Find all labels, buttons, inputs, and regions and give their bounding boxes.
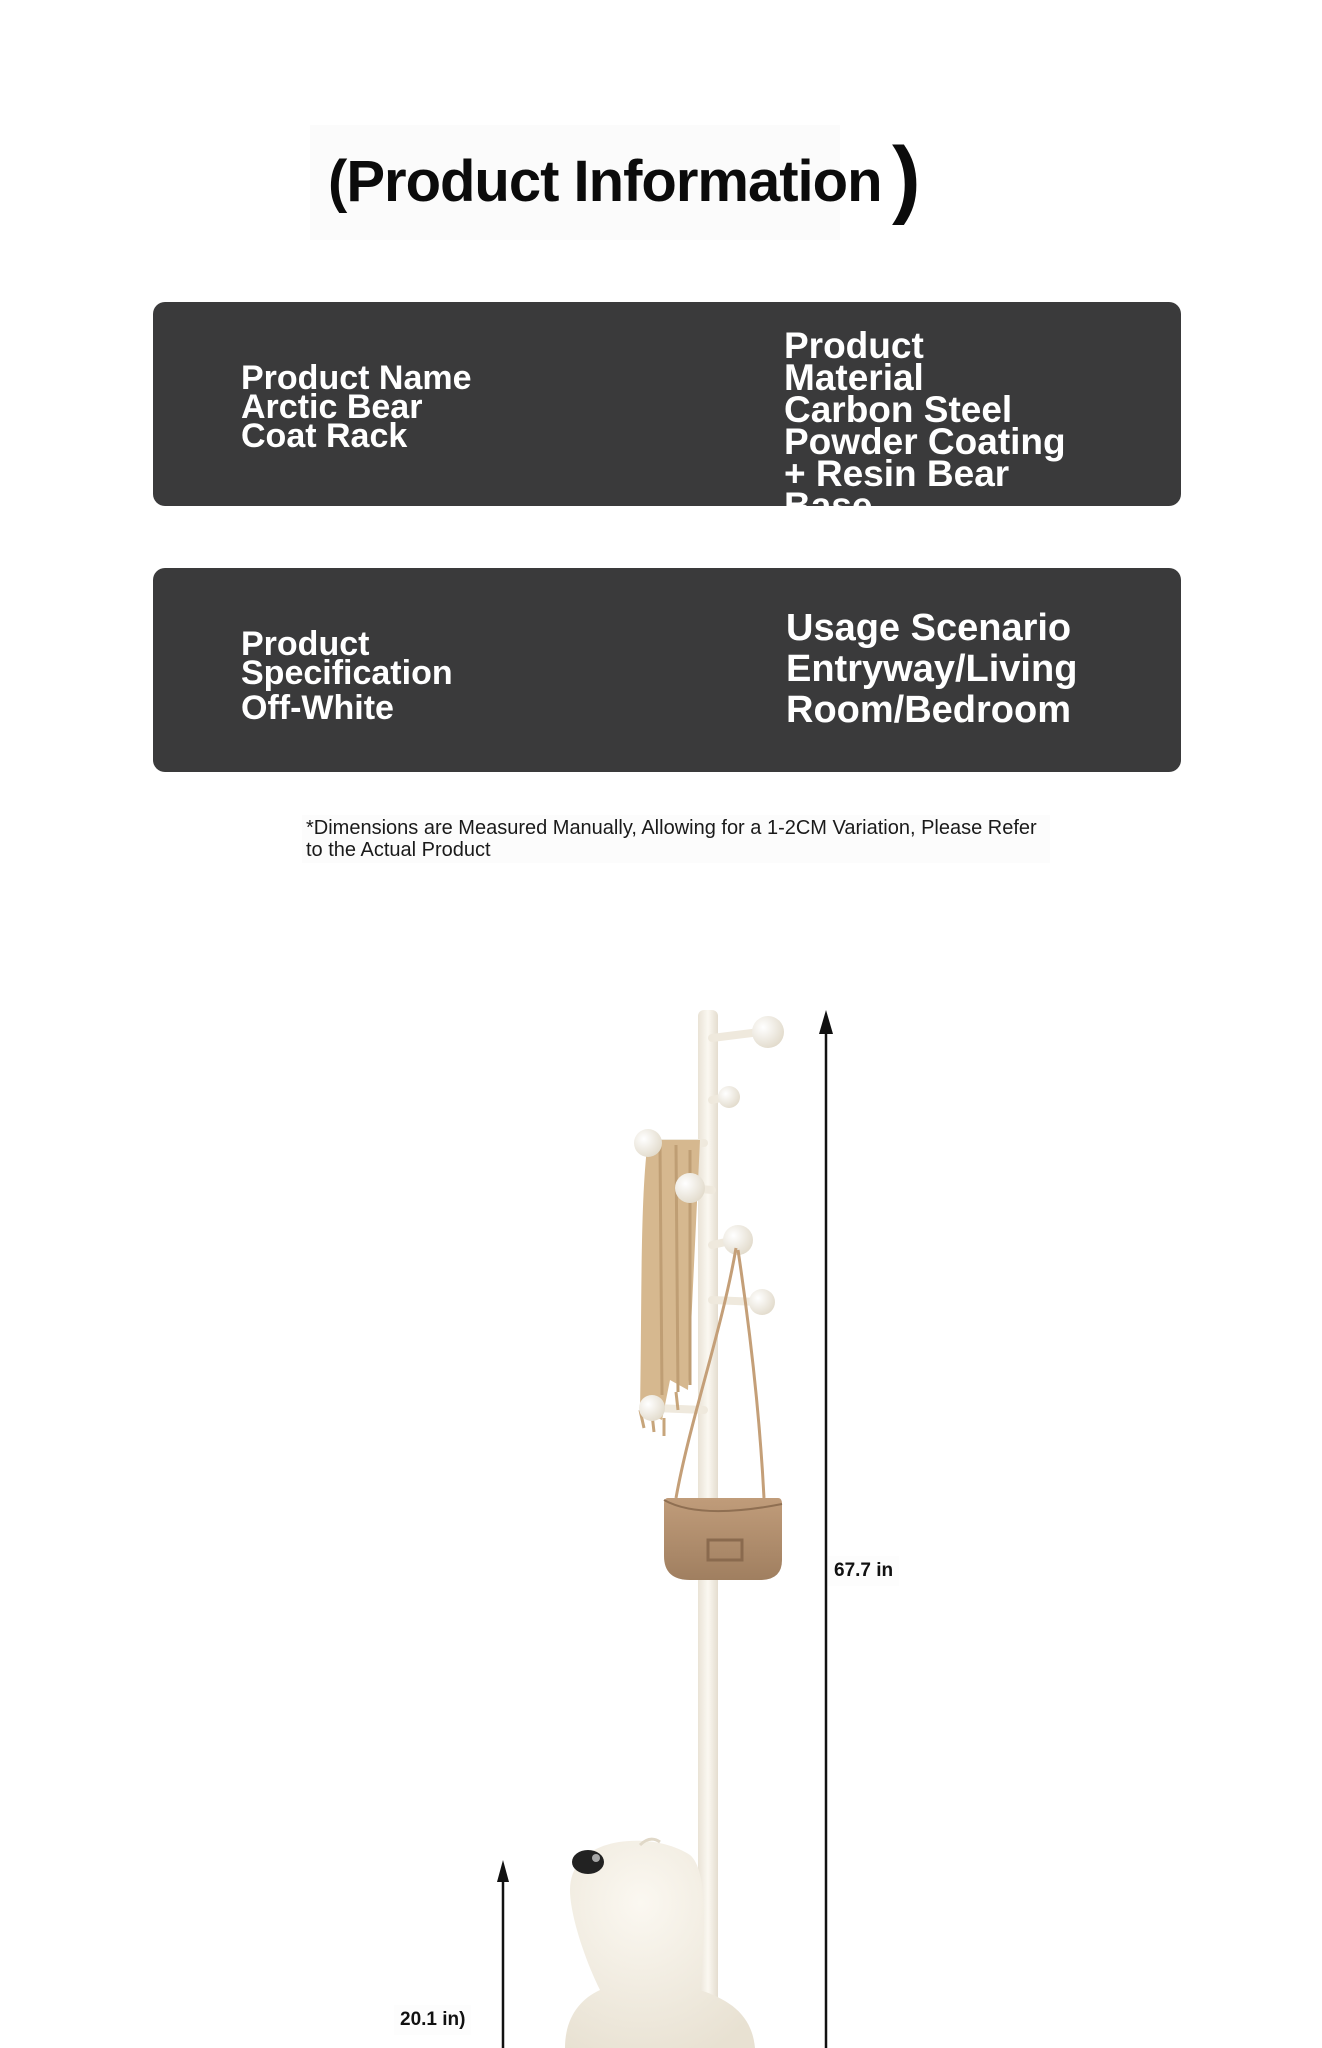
spec-value: Entryway/Living Room/Bedroom	[786, 648, 1078, 731]
coat-rack-illustration	[0, 960, 1322, 2048]
spec-label: Usage Scenario	[786, 607, 1072, 649]
spec-value: Carbon Steel Powder Coating + Resin Bear Base	[784, 389, 1066, 526]
base-dimension-label: 20.1 in)	[394, 2005, 471, 2035]
spec-usage-scenario	[786, 608, 1096, 731]
title-closing-paren: )	[892, 130, 921, 226]
spec-product-name	[241, 359, 501, 455]
spec-label: Product Material	[784, 325, 924, 398]
spec-product-specification	[241, 625, 491, 727]
spec-value: Arctic Bear Coat Rack	[241, 388, 423, 455]
spec-label: Product Name	[241, 359, 472, 397]
spec-card-2	[153, 568, 1181, 772]
spec-value: Off-White	[241, 689, 394, 727]
spec-product-material	[784, 325, 1084, 526]
spec-card-1	[153, 302, 1181, 526]
spec-label: Product Specification	[241, 625, 453, 692]
height-dimension-label: 67.7 in	[828, 1556, 899, 1586]
bear-base	[565, 1839, 755, 2048]
page-title: (Product Information	[328, 149, 882, 214]
handbag	[664, 1498, 782, 1580]
height-arrow	[819, 1010, 833, 2048]
dimension-disclaimer: *Dimensions are Measured Manually, Allowing for a 1-2CM Variation, Please Refer to the Actual Product	[302, 815, 1050, 863]
base-height-arrow	[497, 1860, 509, 2048]
